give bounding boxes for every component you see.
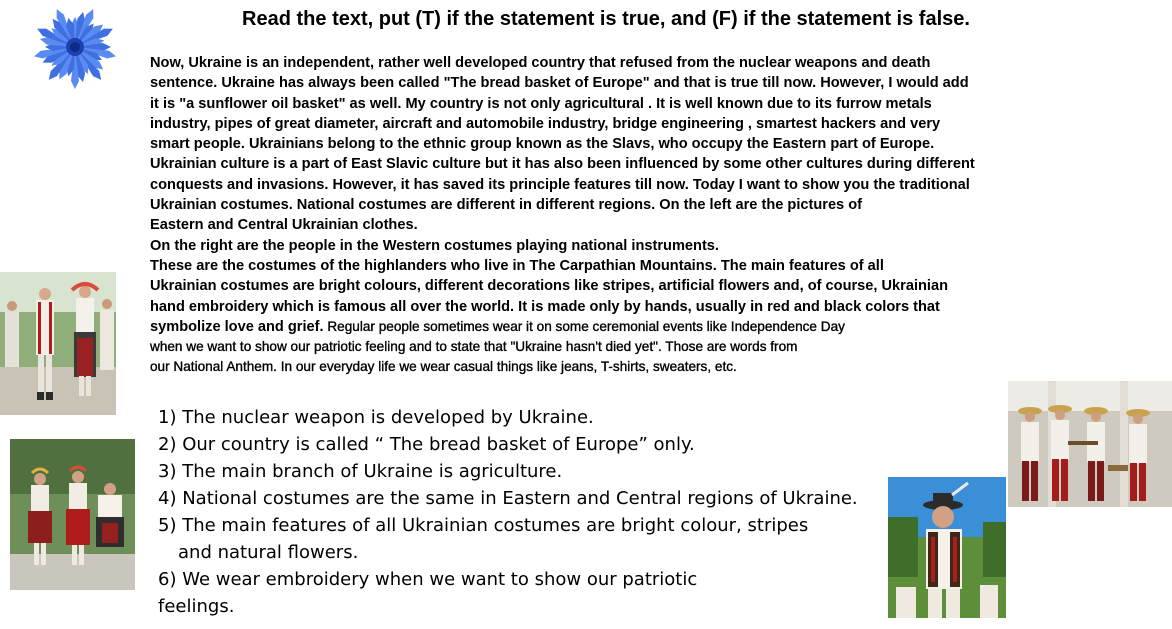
statement-item-continuation: and natural flowers. (178, 542, 359, 563)
western-musicians-photo (1008, 381, 1172, 507)
passage-line: These are the costumes of the highlanders who live in The Carpathian Mountains. The main features of all (150, 257, 884, 274)
passage-line: industry, pipes of great diameter, aircraft and automobile industry, bridge engineering , smartest hackers and very (150, 115, 941, 132)
passage-line: smart people. Ukrainians belong to the ethnic group known as the Slavs, who occupy the Eastern part of Europe. (150, 136, 935, 153)
passage-line: conquests and invasions. However, it has saved its principle features till now. Today I want to show you the traditional (150, 176, 970, 193)
statement-item: 1) The nuclear weapon is developed by Ukraine. (158, 407, 594, 428)
passage-line: hand embroidery which is famous all over the world. It is made only by hands, usually in red and black colors that (150, 298, 940, 315)
passage-bold-segment: symbolize love and grief. (150, 318, 324, 335)
statement-list (158, 404, 878, 620)
passage-line: when we want to show our patriotic feeling and to state that "Ukraine hasn't died yet". Those are words from (150, 339, 798, 355)
statement-item: 3) The main branch of Ukraine is agriculture. (158, 461, 563, 482)
statement-item: 5) The main features of all Ukrainian costumes are bright colour, stripes (158, 515, 809, 536)
statement-item-continuation: feelings. (158, 596, 235, 617)
passage-line: Ukrainian costumes are bright colours, different decorations like stripes, artificial flowers and, of course, Ukrainian (150, 278, 949, 295)
passage-line: Ukrainian costumes. National costumes are different in different regions. On the left are the pictures of (150, 197, 863, 214)
eastern-costume-photo (0, 272, 116, 415)
passage-line: Now, Ukraine is an independent, rather well developed country that refused from the nuclear weapons and death (150, 55, 931, 71)
statement-item: 2) Our country is called “ The bread basket of Europe” only. (158, 434, 695, 455)
statement-item: 6) We wear embroidery when we want to show our patriotic (158, 569, 698, 590)
passage-regular-segment: Regular people sometimes wear it on some ceremonial events like Independence Day (323, 318, 845, 334)
passage-line: sentence. Ukraine has always been called "The bread basket of Europe" and that is true till now. However, I would add (150, 75, 969, 92)
passage-line: Eastern and Central Ukrainian clothes. (150, 217, 418, 234)
highlander-photo (888, 477, 1006, 618)
central-costume-photo (10, 439, 135, 590)
statement-item: 4) National costumes are the same in Eastern and Central regions of Ukraine. (158, 488, 858, 509)
passage-line: On the right are the people in the Western costumes playing national instruments. (150, 237, 719, 254)
passage-line: it is "a sunflower oil basket" as well. My country is not only agricultural . It is well known due to its furrow metals (150, 95, 932, 112)
reading-passage (150, 53, 1160, 378)
task-title: Read the text, put (T) if the statement is true, and (F) if the statement is false. (242, 8, 970, 30)
passage-line: our National Anthem. In our everyday life we wear casual things like jeans, T-shirts, sweaters, etc. (150, 359, 737, 375)
passage-line: Ukrainian culture is a part of East Slavic culture but it has also been influenced by some other cultures during different (150, 156, 975, 173)
passage-line-mixed (150, 317, 1160, 337)
